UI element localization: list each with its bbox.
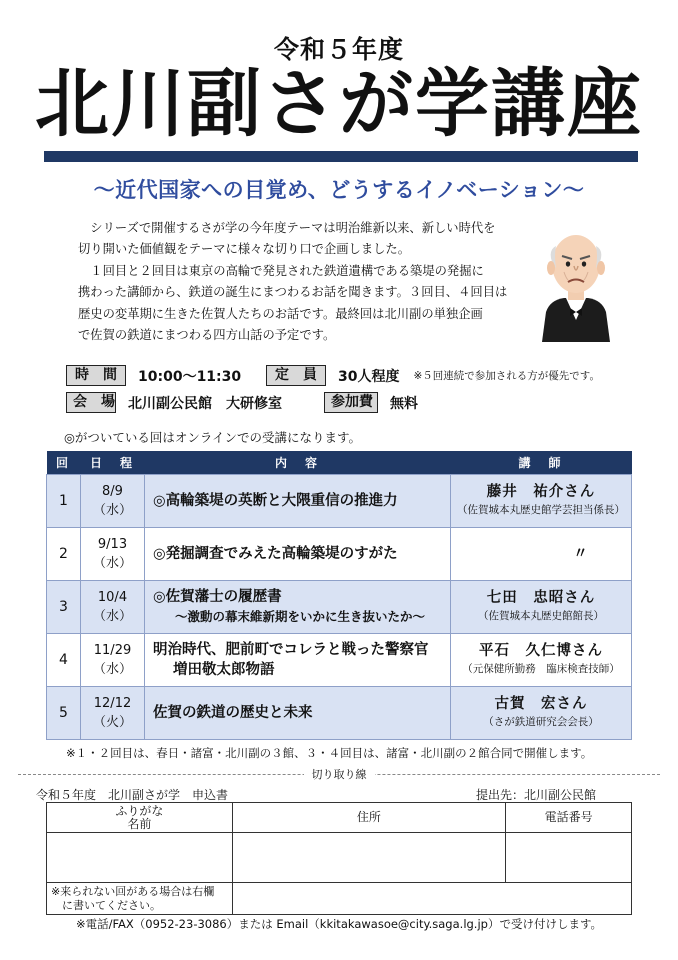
table-header-row: [47, 451, 632, 474]
time-label: 時 間: [66, 365, 126, 386]
page-subtitle: ～近代国家への目覚め、どうするイノベーション～: [93, 178, 585, 202]
session-content: [145, 686, 451, 739]
lecture-schedule-table: [46, 451, 632, 740]
session-date: [81, 686, 145, 739]
session-content: [145, 633, 451, 686]
table-row: [47, 686, 632, 739]
session-lecturer: [451, 474, 632, 527]
cut-label-text: 切り取り線: [304, 768, 375, 781]
form-name-header: [47, 803, 233, 833]
intro-line: シリーズで開催するさが学の今年度テーマは明治維新以来、新しい時代を: [90, 221, 496, 235]
lecturer-name: 藤井 祐介さん: [486, 483, 596, 500]
table-row: [47, 580, 632, 633]
fee-label: 参加費: [324, 392, 378, 413]
session-date: [81, 527, 145, 580]
lecturer-role: （佐賀城本丸歴史館館長）: [478, 609, 604, 622]
contact-info: ※電話/FAX（0952-23-3086）または Email（kkitakawasoe@city.saga.lg.jp）で受け付けします。: [75, 917, 603, 931]
content-title: 佐賀の鉄道の歴史と未来: [153, 704, 313, 721]
form-header-row: [47, 803, 632, 833]
venue-label: 会 場: [66, 392, 116, 413]
date-text: 10/4: [97, 589, 128, 605]
header-date: 日 程: [81, 451, 145, 474]
year-heading: 令和５年度: [273, 35, 404, 64]
content-title: ◎佐賀藩士の履歴書: [153, 588, 282, 605]
session-num: 1: [47, 474, 81, 527]
content-title: ◎高輪築堤の英断と大隈重信の推進力: [153, 492, 398, 509]
header-content: 内 容: [145, 451, 451, 474]
content-title: ◎発掘調査でみえた高輪築堤のすがた: [153, 545, 398, 562]
session-date: [81, 633, 145, 686]
venue-value: 北川副公民館 大研修室: [128, 395, 282, 412]
form-submit-to: 提出先：北川副公民館: [475, 788, 596, 802]
form-entry-row: [47, 833, 632, 883]
absent-note-line: ※来られない回がある場合は右欄: [51, 884, 215, 898]
session-lecturer: [451, 633, 632, 686]
phone-entry-cell[interactable]: [506, 833, 632, 883]
absent-note-line: に書いてください。: [51, 898, 161, 912]
session-content: [145, 474, 451, 527]
date-text: 12/12: [93, 695, 132, 711]
table-row: [47, 633, 632, 686]
intro-line: で佐賀の鉄道にまつわる四方山話の予定です。: [78, 328, 336, 343]
content-subtitle: ～激動の幕末維新期をいかに生き抜いたか～: [175, 608, 426, 624]
session-content: [145, 527, 451, 580]
session-num: 4: [47, 633, 81, 686]
form-phone-header: 電話番号: [506, 803, 632, 833]
form-title: 令和５年度 北川副さが学 申込書: [36, 788, 229, 802]
cut-label: [0, 766, 678, 782]
page-title: 北川副さが学講座: [35, 61, 643, 147]
absent-note-cell: [47, 883, 233, 915]
furigana-label: ふりがな: [115, 803, 164, 818]
okuma-portrait-illustration: [536, 228, 616, 342]
form-address-header: 住所: [232, 803, 506, 833]
lecturer-name: 平石 久仁博さん: [479, 642, 603, 659]
day-text: （水）: [92, 661, 132, 677]
session-lecturer: [451, 686, 632, 739]
capacity-label: 定 員: [266, 365, 326, 386]
day-text: （水）: [92, 502, 132, 518]
session-date: [81, 580, 145, 633]
lecturer-name: 古賀 宏さん: [494, 695, 588, 712]
date-text: 11/29: [93, 642, 132, 658]
capacity-note: ※５回連続で参加される方が優先です。: [413, 370, 600, 382]
name-entry-cell[interactable]: [47, 833, 233, 883]
intro-line: 切り開いた価値観をテーマに様々な切り口で企画しました。: [78, 242, 411, 257]
application-form-table: [46, 802, 632, 915]
form-header: [36, 786, 636, 803]
online-note: ◎がついている回はオンラインでの受講になります。: [64, 430, 362, 445]
intro-line: 歴史の変革期に生きた佐賀人たちのお話です。最終回は北川副の単独企画: [78, 306, 483, 321]
day-text: （水）: [92, 555, 132, 571]
name-label: 名前: [127, 816, 152, 831]
lecturer-name: 〃: [573, 545, 589, 562]
time-capacity-row: [66, 365, 600, 386]
lecturer-role: （元保健所勤務 臨床検査技師）: [462, 662, 620, 675]
intro-line: １回目と２回目は東京の高輪で発見された鉄道遺構である築堤の発掘に: [90, 263, 484, 278]
table-row: [47, 474, 632, 527]
session-num: 5: [47, 686, 81, 739]
session-num: 3: [47, 580, 81, 633]
absent-sessions-entry-cell[interactable]: [232, 883, 631, 915]
title-underline-bar: [44, 151, 638, 162]
intro-line: 携わった講師から、鉄道の誕生にまつわるお話を聞きます。３回目、４回目は: [78, 285, 508, 300]
capacity-value: 30人程度: [338, 368, 400, 385]
lecturer-name: 七田 忠昭さん: [486, 589, 596, 606]
lecturer-role: （佐賀城本丸歴史館学芸担当係長）: [457, 503, 625, 516]
fee-value: 無料: [390, 395, 418, 412]
intro-text: [78, 218, 508, 346]
header-lecturer: 講 師: [451, 451, 632, 474]
day-text: （火）: [92, 714, 132, 730]
session-lecturer: [451, 580, 632, 633]
address-entry-cell[interactable]: [232, 833, 506, 883]
venue-note: ※１・２回目は、春日・諸富・北川副の３館、３・４回目は、諸富・北川副の２館合同で開催します。: [66, 746, 593, 760]
session-date: [81, 474, 145, 527]
header-num: 回: [47, 451, 81, 474]
table-row: [47, 527, 632, 580]
content-subtitle: 増田敬太郎物語: [173, 661, 275, 678]
date-text: 8/9: [102, 483, 123, 499]
content-title: 明治時代、肥前町でコレラと戦った警察官: [153, 641, 429, 658]
form-absent-row: [47, 883, 632, 915]
lecturer-role: （さが鉄道研究会会長）: [483, 715, 599, 728]
date-text: 9/13: [97, 536, 128, 552]
session-content: [145, 580, 451, 633]
session-lecturer: [451, 527, 632, 580]
venue-fee-row: [66, 392, 418, 413]
time-value: 10:00～11:30: [138, 368, 242, 385]
day-text: （水）: [92, 608, 132, 624]
session-num: 2: [47, 527, 81, 580]
